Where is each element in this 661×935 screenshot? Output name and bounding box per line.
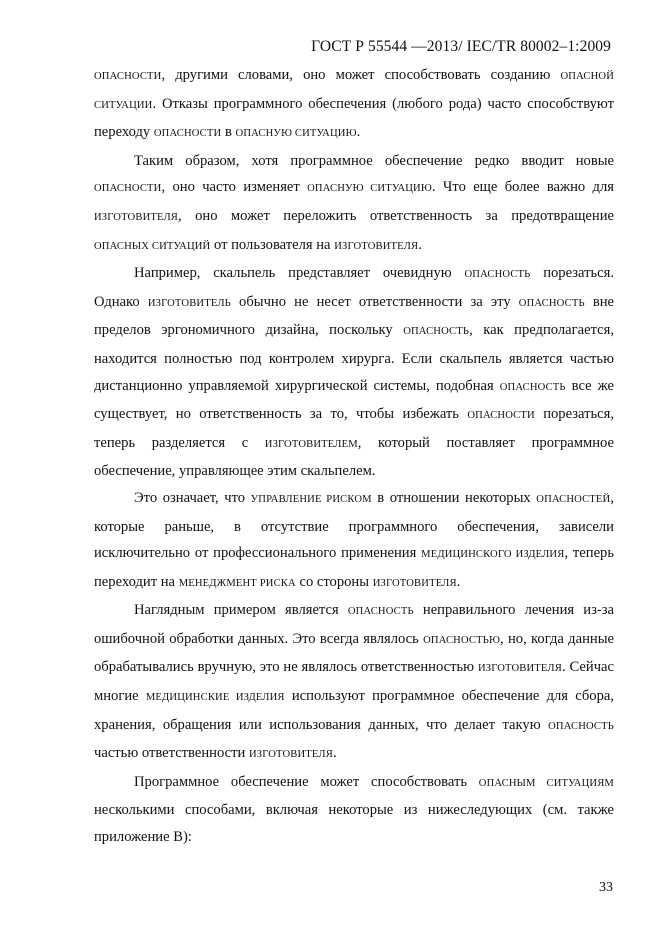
text-run: Например, скальпель представляет очевидную	[134, 265, 465, 282]
text-run: . Сейчас многие	[94, 659, 614, 705]
text-run: используют программное обеспечение для сбора, хранения, обращения или использования данных, что делает такую	[94, 688, 615, 733]
paragraph	[94, 260, 614, 485]
defined-term: ОПАСНОЙ СИТУАЦИИ	[94, 71, 614, 111]
defined-term: ОПАСНОСТЬ	[518, 297, 585, 309]
defined-term: ОПАСНОСТИ	[467, 410, 535, 422]
document-header: ГОСТ Р 55544 —2013/ IEC/TR 80002–1:2009	[311, 38, 611, 55]
text-run: .	[356, 124, 361, 141]
defined-term: МЕДИЦИНСКОГО ИЗДЕЛИЯ	[421, 549, 565, 561]
text-run: , другими словами, оно может способствовать созданию	[161, 67, 561, 83]
text-run: обычно не несет ответственности за эту	[230, 293, 519, 310]
text-run: , оно может переложить ответственность за предотвращение	[178, 207, 614, 224]
defined-term: ОПАСНУЮ СИТУАЦИЮ	[307, 183, 432, 195]
defined-term: ИЗГОТОВИТЕЛЯ	[372, 577, 457, 589]
text-run: порезаться, теперь разделяется с	[94, 406, 614, 451]
text-run: Таким образом, хотя программное обеспечение редко вводит новые	[134, 152, 614, 169]
text-run: , как предполагается, находится полностью под контролем хирурга. Если скальпель является частью дистанционно управляемой хирургической системы, подобная	[94, 322, 614, 394]
text-run: Наглядным примером является	[134, 602, 348, 619]
text-run: , который поставляет программное обеспечение, управляющее этим скальпелем.	[94, 434, 614, 480]
defined-term: ОПАСНЫМ СИТУАЦИЯМ	[478, 777, 614, 789]
defined-term: ОПАСНОСТИ	[94, 183, 162, 195]
text-run: .	[456, 573, 461, 590]
text-run: порезаться. Однако	[94, 265, 614, 310]
text-run: частью ответственности	[94, 745, 249, 762]
paragraph	[94, 769, 614, 851]
text-run: в	[221, 124, 236, 141]
text-run: Это означает, что	[134, 489, 251, 506]
text-run: , оно часто изменяет	[161, 179, 308, 196]
defined-term: ОПАСНОСТЬЮ	[423, 634, 501, 646]
defined-term: ОПАСНОСТЬ	[499, 381, 566, 393]
defined-term: ИЗГОТОВИТЕЛЯ	[477, 663, 562, 675]
text-run: неправильного лечения из-за ошибочной обработки данных. Это всегда являлось	[94, 602, 614, 647]
paragraph	[94, 148, 614, 260]
defined-term: ОПАСНЫХ СИТУАЦИЙ	[94, 240, 211, 252]
defined-term: ОПАСНОСТИ	[94, 71, 162, 82]
text-run: вне пределов эргономичного дизайна, поскольку	[94, 293, 615, 339]
paragraph	[94, 597, 614, 769]
defined-term: ИЗГОТОВИТЕЛЯ	[248, 749, 333, 761]
text-run: .	[418, 236, 422, 253]
defined-term: ИЗГОТОВИТЕЛЬ	[147, 297, 231, 309]
text-run: , но, когда данные обрабатывались вручную, это не являлось ответственностью	[94, 630, 614, 676]
defined-term: ИЗГОТОВИТЕЛЕМ	[264, 438, 358, 450]
text-run: . Что еще более важно для	[431, 179, 614, 196]
defined-term: ОПАСНОСТЬ	[464, 269, 531, 281]
defined-term: МЕДИЦИНСКИЕ ИЗДЕЛИЯ	[145, 692, 285, 704]
paragraph	[94, 62, 614, 148]
text-run: , теперь переходит на	[94, 545, 614, 590]
text-run: Программное обеспечение может способствовать	[134, 773, 479, 790]
text-run: все же существует, но ответственность за то, чтобы избежать	[94, 377, 614, 423]
text-run: , которые раньше, в отсутствие программного обеспечения, зависели исключительно от профессионального применения	[94, 489, 615, 562]
page-number: 33	[599, 880, 613, 895]
text-run: . Отказы программного обеспечения (любого рода) часто способствуют переходу	[94, 95, 614, 141]
defined-term: ИЗГОТОВИТЕЛЯ	[334, 240, 419, 252]
text-run: со стороны	[295, 573, 373, 590]
defined-term: ИЗГОТОВИТЕЛЯ	[94, 211, 179, 223]
text-run: несколькими способами, включая некоторые из нижеследующих (см. также приложение B):	[94, 802, 614, 846]
body-text	[94, 62, 614, 851]
defined-term: ОПАСНУЮ СИТУАЦИЮ	[235, 128, 357, 140]
defined-term: ОПАСНОСТЬ	[548, 720, 614, 732]
defined-term: ОПАСНОСТЕЙ	[536, 493, 611, 505]
defined-term: ОПАСНОСТЬ	[403, 326, 470, 338]
paragraph	[94, 485, 614, 597]
text-run: .	[332, 745, 337, 762]
text-run: от пользователя на	[210, 236, 335, 253]
defined-term: УПРАВЛЕНИЕ РИСКОМ	[250, 493, 372, 505]
defined-term: ОПАСНОСТИ	[153, 128, 222, 140]
defined-term: МЕНЕДЖМЕНТ РИСКА	[178, 577, 296, 589]
defined-term: ОПАСНОСТЬ	[347, 606, 414, 618]
text-run: в отношении некоторых	[371, 489, 537, 506]
